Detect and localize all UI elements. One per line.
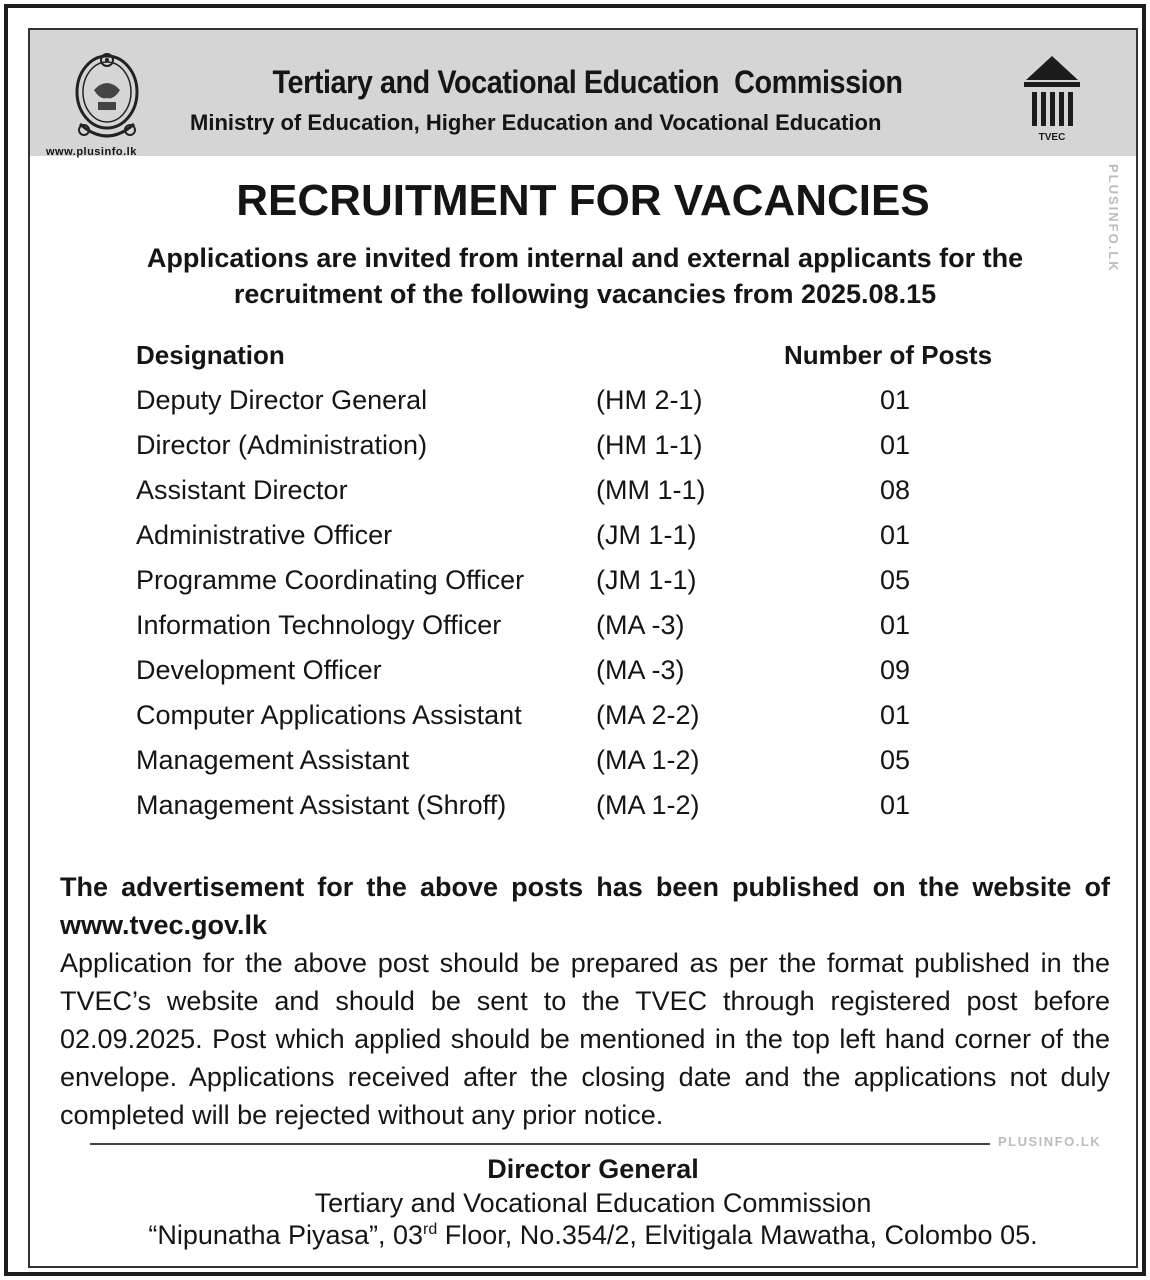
tvec-logo-text: TVEC [1038,132,1066,142]
grade: (HM 1-1) [596,430,703,460]
org-name: Tertiary and Vocational Education Commission [272,64,903,100]
posts: 08 [880,475,911,505]
designation: Management Assistant (Shroff) [136,790,507,820]
posts: 05 [880,565,911,595]
designation: Programme Coordinating Officer [136,565,525,595]
posts: 01 [880,700,911,730]
watermark-bottom: PLUSINFO.LK [998,1134,1102,1149]
table-row [30,790,1136,835]
designation: Assistant Director [136,475,348,505]
designation: Administrative Officer [136,520,393,550]
divider [90,1143,990,1145]
table-row [30,700,1136,745]
posts: 01 [880,610,911,640]
posts: 05 [880,745,911,775]
grade: (MA 2-2) [596,700,700,730]
designation: Development Officer [136,655,382,685]
address-part: “Nipunatha Piyasa”, 03 [148,1220,424,1250]
designation: Information Technology Officer [136,610,502,640]
posts: 01 [880,385,911,415]
ministry-name: Ministry of Education, Higher Education and Vocational Education [190,110,882,135]
table-row [30,385,1136,430]
application-instructions: Application for the above post should be prepared as per the format published in the TVEC’s website and should be sent to the TVEC through registered post before 02.09.2025. Post which applied should be mentioned in the top left hand corner of the envelope. Applications received after the closing date and the applications not duly completed will be rejected without any prior notice. [60,948,1110,1130]
address-part: Floor, No.354/2, Elvitigala Mawatha, Colombo 05. [437,1220,1038,1250]
address [30,1220,1150,1251]
table-row [30,610,1136,655]
tvec-logo-icon [1022,54,1082,142]
posts: 09 [880,655,911,685]
tvec-website-link[interactable]: www.tvec.gov.lk [60,910,268,940]
table-row [30,745,1136,790]
grade: (JM 1-1) [596,520,697,550]
grade: (MA -3) [596,610,685,640]
grade: (MM 1-1) [596,475,706,505]
watermark-vertical: PLUSINFO.LK [1106,164,1121,273]
signatory-title: Director General [487,1154,699,1184]
grade: (MA 1-2) [596,745,700,775]
table-row [30,475,1136,520]
table-row [30,565,1136,610]
website-tag: www.plusinfo.lk [46,146,137,158]
designation: Computer Applications Assistant [136,700,522,730]
grade: (MA 1-2) [596,790,700,820]
table-row [30,430,1136,475]
published-notice: The advertisement for the above posts has been published on the website of [60,872,1110,902]
intro-text: Applications are invited from internal and external applicants for the recruitment of the following vacancies from 2025.08.15 [146,243,1024,309]
advertisement [28,28,1138,1268]
address-ordinal: rd [423,1221,438,1238]
grade: (JM 1-1) [596,565,697,595]
main-title: RECRUITMENT FOR VACANCIES [236,176,930,225]
grade: (MA -3) [596,655,685,685]
page-frame [4,4,1146,1276]
posts: 01 [880,790,911,820]
header-band [30,30,1136,156]
designation: Management Assistant [136,745,410,775]
header-designation: Designation [136,340,285,370]
signatory-org: Tertiary and Vocational Education Commission [314,1188,872,1218]
posts: 01 [880,520,911,550]
header-posts: Number of Posts [784,340,993,370]
grade: (HM 2-1) [596,385,703,415]
table-row [30,655,1136,700]
designation: Deputy Director General [136,385,428,415]
table-row [30,520,1136,565]
posts: 01 [880,430,911,460]
designation: Director (Administration) [136,430,428,460]
